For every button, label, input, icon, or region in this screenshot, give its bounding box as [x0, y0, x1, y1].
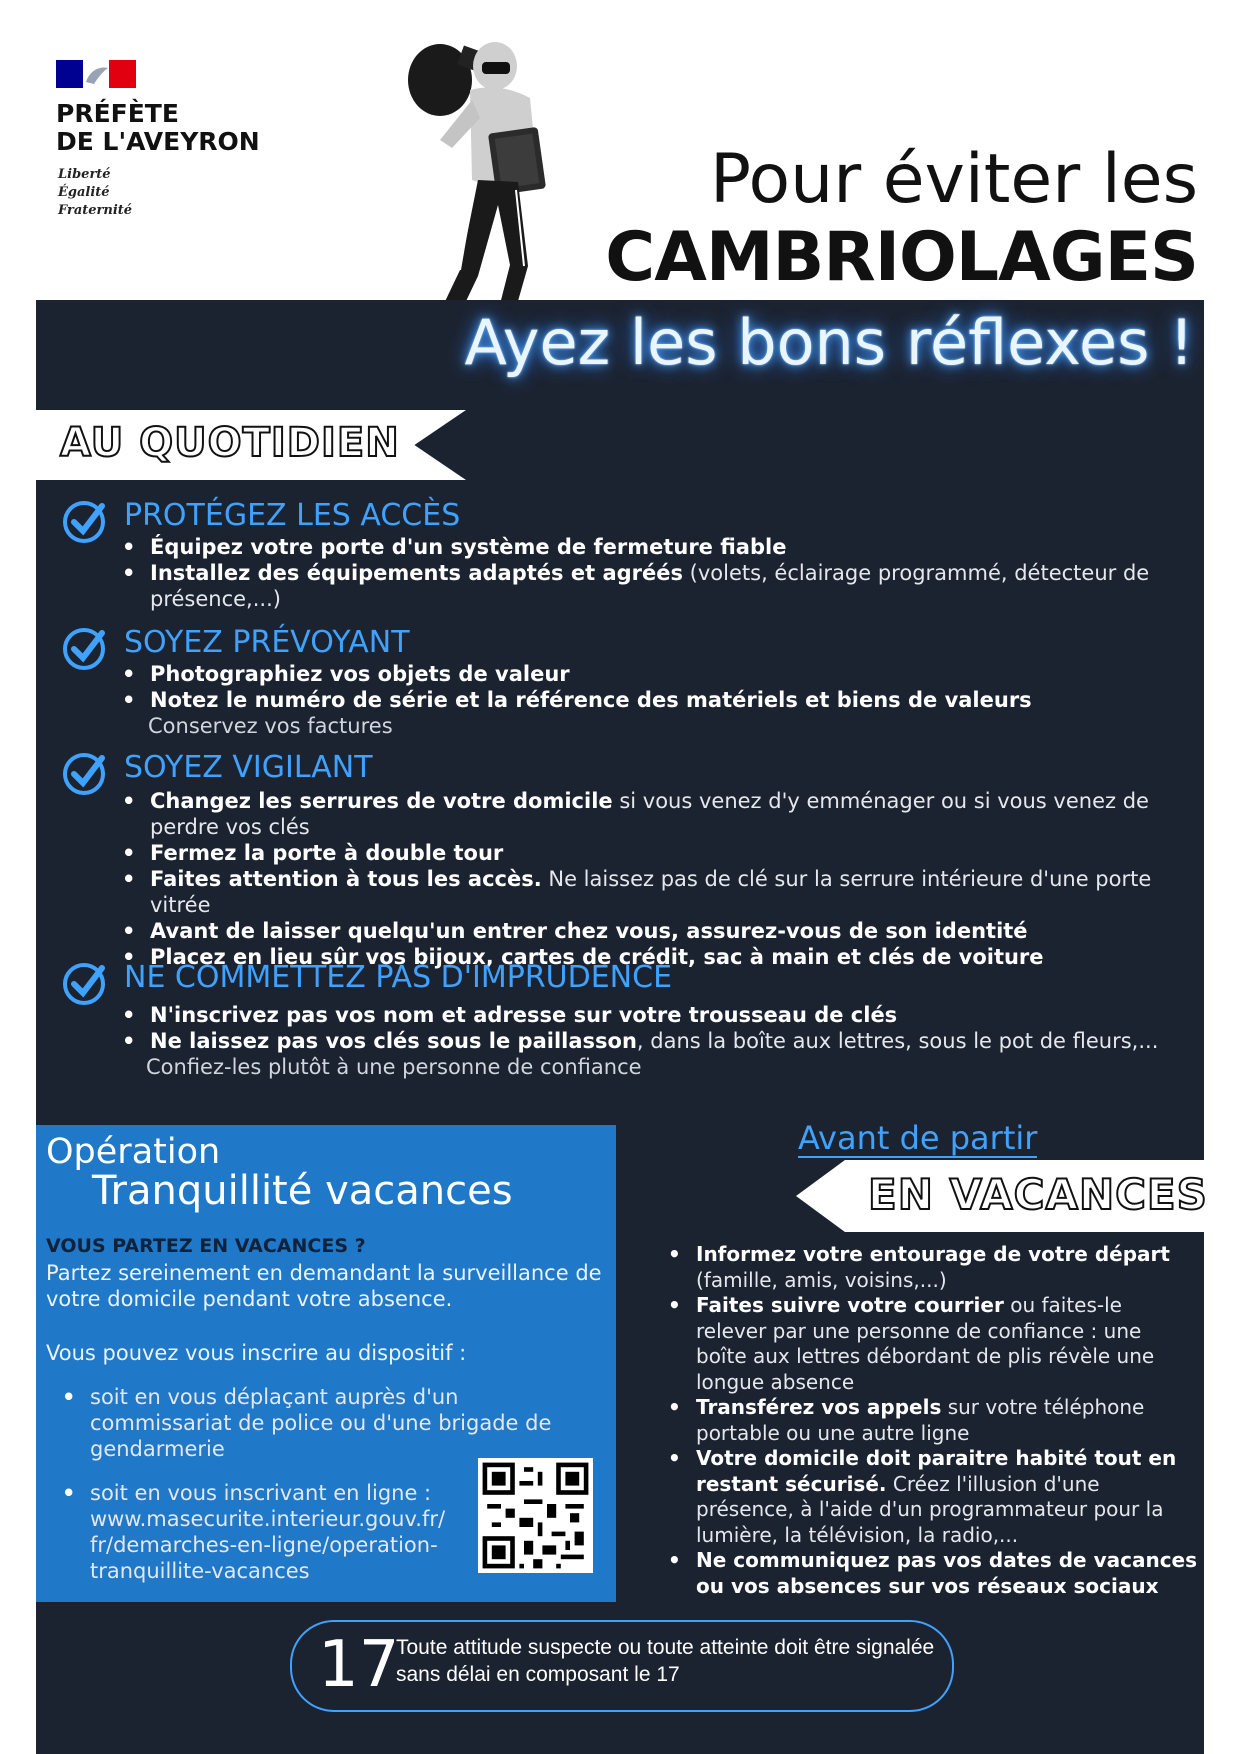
- qr-code-image[interactable]: [478, 1458, 593, 1573]
- list-item: • Faites suivre votre courrier ou faites-le relever par une personne de confiance : une boîte aux lettres débordant de plis révèle une longue absence: [668, 1293, 1198, 1395]
- list-item: • Ne laissez pas vos clés sous le paillasson, dans la boîte aux lettres, sous le pot de fleurs,...: [122, 1028, 1182, 1054]
- list-item: • Équipez votre porte d'un système de fermeture fiable: [122, 534, 1162, 560]
- section-protegez-title: PROTÉGEZ LES ACCÈS: [124, 498, 461, 533]
- prefecture-line2: DE L'AVEYRON: [56, 127, 260, 156]
- emergency-message: Toute attitude suspecte ou toute atteinte doit être signalée sans délai en composant le 17: [396, 1636, 935, 1686]
- operation-intro: Partez sereinement en demandant la surveillance de votre domicile pendant votre absence.: [46, 1261, 602, 1311]
- list-item: • Faites attention à tous les accès. Ne laissez pas de clé sur la serrure intérieure d'une porte vitrée: [122, 866, 1182, 918]
- section-prevoyant-list: [122, 661, 1162, 713]
- check-circle-icon: [62, 498, 108, 544]
- check-circle-icon: [62, 625, 108, 671]
- check-circle-icon: [62, 750, 108, 796]
- operation-inscription: Vous pouvez vous inscrire au dispositif :: [46, 1341, 467, 1365]
- subtitle-glow: Ayez les bons réflexes !: [464, 306, 1194, 379]
- list-item: • Notez le numéro de série et la référence des matériels et biens de valeurs: [122, 687, 1162, 713]
- section-imprudence-title: NE COMMETTEZ PAS D'IMPRUDENCE: [124, 960, 673, 995]
- burglar-illustration: [400, 30, 600, 330]
- section-prevoyant-title: SOYEZ PRÉVOYANT: [124, 625, 410, 660]
- vacances-banner-text: EN VACANCES: [868, 1170, 1208, 1219]
- section-imprudence-list: [122, 1002, 1182, 1054]
- operation-title-line1: Opération: [46, 1132, 221, 1172]
- list-item: • Photographiez vos objets de valeur: [122, 661, 1162, 687]
- section-imprudence-note: Confiez-les plutôt à une personne de confiance: [146, 1055, 642, 1079]
- section-vigilant-title: SOYEZ VIGILANT: [124, 750, 373, 785]
- vacances-heading: Avant de partir: [798, 1119, 1038, 1157]
- section-prevoyant-note: Conservez vos factures: [148, 714, 393, 738]
- prefecture-name: [56, 100, 260, 156]
- list-item: • Avant de laisser quelqu'un entrer chez vous, assurez-vous de son identité: [122, 918, 1182, 944]
- list-item: • Installez des équipements adaptés et agréés (volets, éclairage programmé, détecteur de présence,...): [122, 560, 1162, 612]
- list-item: • Placez en lieu sûr vos bijoux, cartes de crédit, sac à main et clés de voiture: [122, 944, 1182, 970]
- section-protegez-list: [122, 534, 1162, 612]
- list-item: • soit en vous inscrivant en ligne : www.masecurite.interieur.gouv.fr/ fr/demarches-en-ligne/operation-tranquillite-vacances: [62, 1480, 460, 1584]
- title-line2: CAMBRIOLAGES: [605, 218, 1198, 297]
- motto-fraternite: Fraternité: [58, 203, 133, 218]
- list-item: • Votre domicile doit paraitre habité tout en restant sécurisé. Créez l'illusion d'une présence, à l'aide d'un programmateur pour la lumière, la télévision, la radio,...: [668, 1446, 1198, 1548]
- section-vigilant-list: [122, 788, 1182, 970]
- list-item: • N'inscrivez pas vos nom et adresse sur votre trousseau de clés: [122, 1002, 1182, 1028]
- vacances-section: [668, 1242, 1198, 1599]
- marianne-flag-logo: [56, 60, 136, 88]
- prefecture-line1: PRÉFÈTE: [56, 99, 179, 128]
- motto-liberte: Liberté: [58, 167, 111, 182]
- vacances-list: [668, 1242, 1198, 1599]
- list-item: • Transférez vos appels sur votre téléphone portable ou une autre ligne: [668, 1395, 1198, 1446]
- motto-egalite: Égalité: [58, 185, 110, 200]
- emergency-number[interactable]: 17: [318, 1628, 400, 1702]
- operation-question: VOUS PARTEZ EN VACANCES ?: [46, 1235, 366, 1257]
- list-item: • Ne communiquez pas vos dates de vacances ou vos absences sur vos réseaux sociaux: [668, 1548, 1198, 1599]
- list-item: • soit en vous déplaçant auprès d'un commissariat de police ou d'une brigade de gendarmerie: [62, 1384, 562, 1462]
- list-item: • Informez votre entourage de votre départ (famille, amis, voisins,...): [668, 1242, 1198, 1293]
- check-circle-icon: [62, 960, 108, 1006]
- operation-title-line2: Tranquillité vacances: [92, 1168, 513, 1214]
- list-item: • Changez les serrures de votre domicile si vous venez d'y emménager ou si vous venez de perdre vos clés: [122, 788, 1182, 840]
- list-item: • Fermez la porte à double tour: [122, 840, 1182, 866]
- title-line1: Pour éviter les: [709, 140, 1198, 219]
- quotidien-banner-text: AU QUOTIDIEN: [60, 420, 400, 466]
- republic-motto: [58, 166, 132, 220]
